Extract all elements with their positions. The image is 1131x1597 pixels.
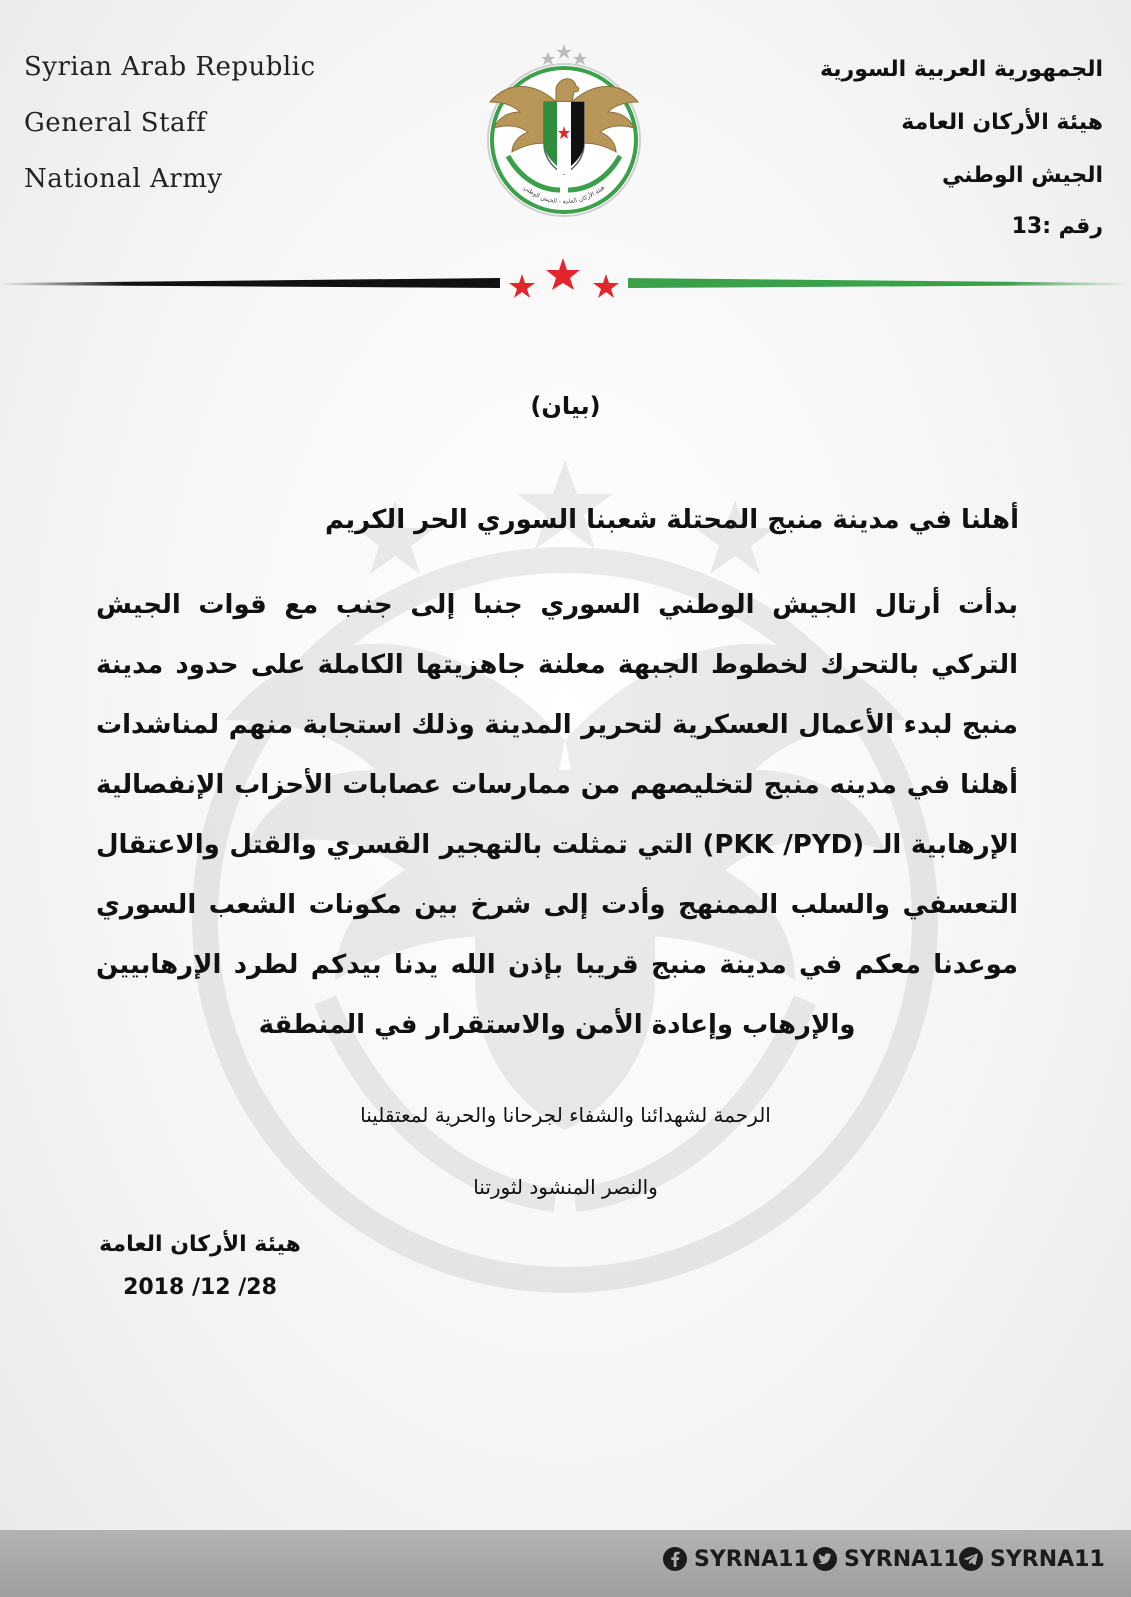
document-greeting: أهلنا في مدينة منبج المحتلة شعبنا السوري الحر الكريم [324,505,1019,535]
flag-divider [0,258,1131,318]
svg-text:هيئة الأركان العامة - الجيش ال: هيئة الأركان العامة - الجيش الوطني [522,184,606,206]
header-en-country: Syrian Arab Republic [24,52,316,82]
army-emblem-icon [468,40,660,220]
document-date: 2018 /12 /28 [123,1275,277,1300]
document-number: رقم :13 [1011,214,1103,239]
facebook-icon [662,1546,688,1572]
header-en-staff: General Staff [24,108,207,138]
social-facebook[interactable] [662,1546,809,1572]
star-left-icon [509,274,535,298]
telegram-handle: SYRNA11 [990,1546,1105,1572]
star-right-icon [593,274,619,298]
social-telegram[interactable] [958,1546,1105,1572]
twitter-handle: SYRNA11 [844,1546,959,1572]
signature: هيئة الأركان العامة [99,1232,301,1257]
star-center-icon [546,258,580,290]
closing-line-2: والنصر المنشود لثورتنا [473,1175,658,1199]
social-twitter[interactable] [812,1546,959,1572]
header-ar-staff: هيئة الأركان العامة [901,110,1103,135]
header-ar-country: الجمهورية العربية السورية [819,57,1103,82]
social-footer [0,1530,1131,1597]
header-ar-army: الجيش الوطني [942,163,1103,188]
header-en-army: National Army [24,164,223,194]
facebook-handle: SYRNA11 [694,1546,809,1572]
telegram-icon [958,1546,984,1572]
document-body: بدأت أرتال الجيش الوطني السوري جنبا إلى جنب مع قوات الجيش التركي بالتحرك لخطوط الجبهة معلنة جاهزيتها الكاملة على حدود مدينة منبج لبدء الأعمال العسكرية لتحرير المدينة وذلك استجابة منهم لمناشدات أهلنا في مدينه منبج لتخليصهم من ممارسات عصابات الأحزاب الإنفصالية الإرهابية الـ (PKK /PYD) التي تمثلت بالتهجير القسري والقتل والاعتقال التعسفي والسلب الممنهج وأدت إلى شرخ بين مكونات الشعب السوري موعدنا معكم في مدينة منبج قريبا بإذن الله يدنا بيدكم لطرد الإرهابيين والإرهاب وإعادة الأمن والاستقرار في المنطقة [96,590,1018,1040]
document-title: (بيان) [530,392,601,420]
closing-line-1: الرحمة لشهدائنا والشفاء لجرحانا والحرية لمعتقلينا [360,1103,771,1127]
twitter-icon [812,1546,838,1572]
